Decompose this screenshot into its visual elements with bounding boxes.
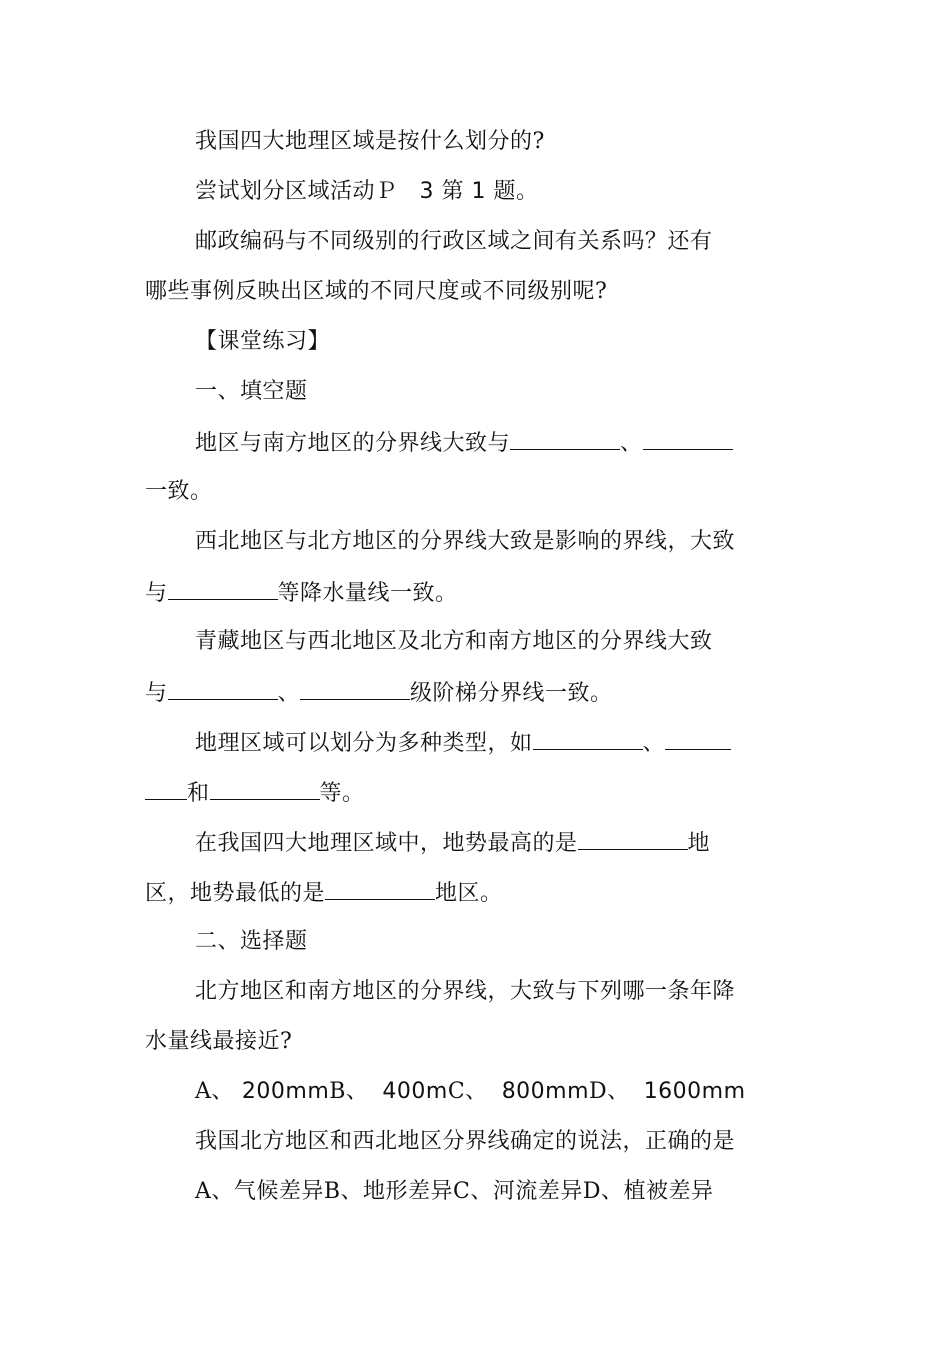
activity-text: 尝试划分区域活动Ｐ [195, 179, 398, 204]
choice-options-2 [195, 1177, 745, 1207]
question-text: 青藏地区与西北地区及北方和南方地区的分界线大致 [195, 629, 713, 654]
answer-blank[interactable] [510, 427, 620, 450]
question-text: 与 [145, 581, 168, 606]
section-title: 二、选择题 [195, 929, 308, 954]
option-value: 800mm [501, 1079, 590, 1104]
separator: 、 [620, 431, 643, 456]
question-text: 和 [187, 781, 210, 806]
option-label: A、 [195, 1079, 234, 1104]
question-text: 哪些事例反映出区域的不同尺度或不同级别呢? [145, 279, 608, 304]
question-text: 与 [145, 681, 168, 706]
section-heading-practice [195, 327, 745, 357]
option-label: B、 [329, 1079, 369, 1104]
separator: 、 [277, 681, 301, 706]
question-text: 西北地区与北方地区的分界线大致是影响的界线，大致 [195, 529, 736, 554]
question-text: 北方地区和南方地区的分界线，大致与下列哪一条年降 [195, 979, 736, 1004]
question-text: 地理区域可以划分为多种类型，如 [195, 731, 533, 756]
answer-blank[interactable] [168, 677, 278, 700]
question-text: 水量线最接近? [145, 1029, 293, 1054]
answer-blank[interactable] [643, 427, 733, 450]
answer-blank[interactable] [325, 877, 435, 900]
fill-question-4 [195, 727, 745, 759]
activity-page-ref: 3 第 1 题。 [419, 179, 539, 204]
fill-question-5-continued [145, 877, 745, 909]
choice-question-1-continued [145, 1027, 745, 1057]
separator: 、 [642, 731, 666, 756]
answer-blank[interactable] [300, 677, 410, 700]
fill-question-1-continued [145, 477, 745, 507]
option-label: D、 [589, 1079, 630, 1104]
section-heading-choice [195, 927, 745, 957]
choice-options-1 [195, 1077, 745, 1107]
option-text: A、气候差异B、地形差异C、河流差异D、植被差异 [195, 1179, 714, 1204]
section-title: 一、填空题 [195, 379, 308, 404]
section-heading-fill [195, 377, 745, 407]
question-text: 区，地势最低的是 [145, 881, 326, 906]
question-text: 地 [687, 831, 711, 856]
answer-blank[interactable] [168, 577, 278, 600]
answer-blank[interactable] [665, 727, 731, 750]
section-title: 【课堂练习】 [195, 329, 331, 354]
choice-question-1 [195, 977, 745, 1007]
question-text: 我国北方地区和西北地区分界线确定的说法，正确的是 [195, 1129, 736, 1154]
question-text: 一致。 [145, 479, 213, 504]
question-line [195, 227, 745, 257]
answer-blank[interactable] [210, 777, 320, 800]
answer-blank[interactable] [145, 777, 187, 800]
fill-question-1 [195, 427, 745, 459]
question-text: 级阶梯分界线一致。 [410, 681, 613, 706]
question-text: 地区与南方地区的分界线大致与 [195, 431, 511, 456]
answer-blank[interactable] [533, 727, 643, 750]
fill-question-5 [195, 827, 745, 859]
question-line-continued [145, 277, 745, 307]
question-text: 等。 [319, 781, 365, 806]
option-value: 200mm [241, 1079, 330, 1104]
option-value: 400m [382, 1079, 448, 1104]
choice-question-2 [195, 1127, 745, 1157]
question-line [195, 127, 745, 157]
fill-question-2 [195, 527, 745, 557]
answer-blank[interactable] [578, 827, 688, 850]
question-text: 我国四大地理区域是按什么划分的? [195, 129, 545, 154]
question-text: 等降水量线一致。 [277, 581, 458, 606]
option-label: C、 [447, 1079, 488, 1104]
fill-question-4-continued [145, 777, 745, 809]
fill-question-2-continued [145, 577, 745, 609]
fill-question-3 [195, 627, 745, 657]
question-text: 地区。 [435, 881, 503, 906]
question-text: 邮政编码与不同级别的行政区域之间有关系吗？还有 [195, 229, 713, 254]
activity-line [195, 177, 745, 207]
option-value: 1600mm [643, 1079, 746, 1104]
fill-question-3-continued [145, 677, 745, 709]
question-text: 在我国四大地理区域中，地势最高的是 [195, 831, 578, 856]
